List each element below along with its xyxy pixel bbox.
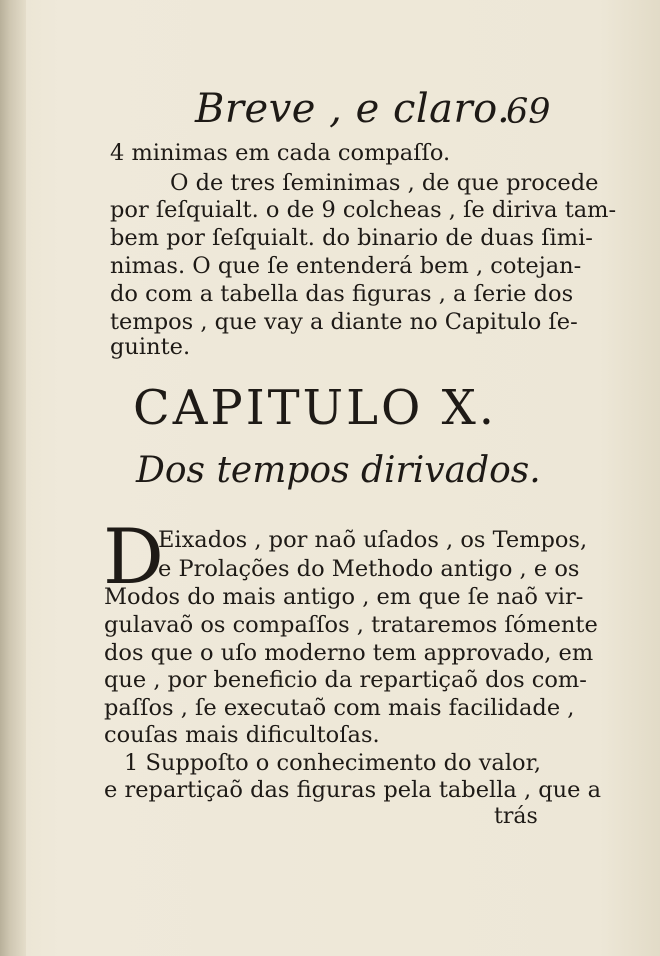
page-number: 69 [506,92,551,132]
chapter-title: CAPITULO X. [133,380,498,436]
text-line: couſas mais dificultoſas. [104,722,380,748]
text-line: Eixados , por naõ uſados , os Tempos, [158,527,588,553]
text-line: bem por ſeſquialt. do binario de duas ſimi- [110,225,593,251]
section-line: 1 Suppoſto o conhecimento do valor, [124,750,542,776]
running-title: Breve , e claro. [195,86,511,132]
drop-cap: D [103,512,164,601]
text-line: guinte. [110,334,191,360]
text-line: e Prolações do Methodo antigo , e os [158,556,580,582]
text-line: que , por beneficio da repartiçaõ dos com- [104,667,587,693]
text-line: gulavaõ os compaſſos , trataremos ſómente [104,612,598,638]
text-line: Modos do mais antigo , em que ſe naõ vir- [104,584,584,610]
text-line: nimas. O que ſe entenderá bem , cotejan- [110,253,582,279]
text-line: tempos , que vay a diante no Capitulo ſe- [110,309,578,335]
text-line: dos que o uſo moderno tem approvado, em [104,640,594,666]
section-line: e repartiçaõ das figuras pela tabella , que a [104,777,602,803]
text-line: por ſeſquialt. o de 9 colcheas , ſe diriva tam- [110,197,617,223]
catchword: trás [494,804,538,829]
text-line: O de tres ſeminimas , de que procede [170,170,599,196]
chapter-subtitle: Dos tempos dirivados. [136,450,541,491]
text-line: paſſos , ſe executaõ com mais facilidade , [104,695,575,721]
text-line: 4 minimas em cada compaſſo. [110,140,451,166]
text-line: do com a tabella das figuras , a ſerie dos [110,281,574,307]
